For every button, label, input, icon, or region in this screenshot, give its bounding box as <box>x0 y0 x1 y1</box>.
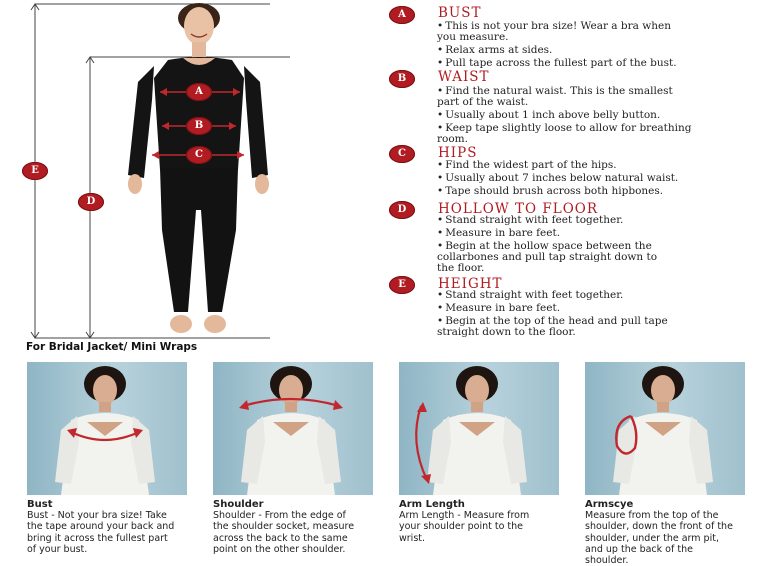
section-line: • Relax arms at sides. <box>437 45 737 56</box>
card-title: Shoulder <box>213 499 264 510</box>
card-text: point on the other shoulder. <box>213 543 346 555</box>
photo-bust <box>27 362 187 495</box>
section-title-bust: BUST <box>438 5 482 21</box>
card-text: Arm Length - Measure from <box>399 510 530 522</box>
card-text: bring it across the fullest part <box>27 532 168 544</box>
section-line: • Tape should brush across both hipbones. <box>437 186 737 197</box>
card-title: Armscye <box>585 499 634 510</box>
card-title: Bust <box>27 499 53 510</box>
section-badge-e: E <box>389 276 415 294</box>
card-text: of your bust. <box>27 543 88 555</box>
section-line: • Usually about 1 inch above belly button. <box>437 110 737 121</box>
section-body-height <box>437 290 737 340</box>
measurement-figure <box>0 0 290 345</box>
section-badge-c: C <box>389 145 415 163</box>
section-line: • Measure in bare feet. <box>437 228 737 239</box>
card-text: the tape around your back and <box>27 521 175 533</box>
section-line: • Find the natural waist. This is the smallest <box>437 86 737 97</box>
card-shoulder <box>213 499 385 555</box>
section-line: room. <box>437 133 468 146</box>
section-badge-b: B <box>389 70 415 88</box>
card-bust <box>27 499 199 555</box>
section-line: the floor. <box>437 262 485 275</box>
section-line: • Measure in bare feet. <box>437 303 737 314</box>
card-text: shoulder, under the arm pit, <box>585 532 719 544</box>
badge-c: C <box>186 146 212 164</box>
photo-arm-length <box>399 362 559 495</box>
photo-armscye <box>585 362 745 495</box>
section-line: • This is not your bra size! Wear a bra when <box>437 21 737 32</box>
model-figure <box>128 3 269 333</box>
section-body-hollow-to-floor <box>437 215 737 276</box>
card-text: and up the back of the <box>585 543 693 555</box>
card-text: shoulder, down the front of the <box>585 521 733 533</box>
card-text: Measure from the top of the <box>585 510 719 522</box>
section-title-hips: HIPS <box>438 145 478 161</box>
card-text: Shoulder - From the edge of <box>213 510 346 522</box>
card-text: the shoulder socket, measure <box>213 521 355 533</box>
section-title-waist: WAIST <box>438 69 490 85</box>
section-line: • Begin at the top of the head and pull tape <box>437 316 737 327</box>
card-arm-length <box>399 499 571 544</box>
card-armscye <box>585 499 775 566</box>
section-line: you measure. <box>437 31 509 44</box>
section-line: • Pull tape across the fullest part of the bust. <box>437 58 737 69</box>
badge-e: E <box>22 162 48 180</box>
section-body-hips <box>437 160 737 199</box>
section-title-hollow-to-floor: HOLLOW TO FLOOR <box>438 201 598 217</box>
badge-a: A <box>186 83 212 101</box>
card-text: across the back to the same <box>213 532 348 544</box>
section-line: collarbones and pull tap straight down to <box>437 251 658 264</box>
section-title-height: HEIGHT <box>438 276 503 292</box>
section-line: • Stand straight with feet together. <box>437 290 737 301</box>
card-text: shoulder. <box>585 555 629 566</box>
section-line: • Usually about 7 inches below natural waist. <box>437 173 737 184</box>
section-badge-d: D <box>389 201 415 219</box>
bridal-jacket-heading: For Bridal Jacket/ Mini Wraps <box>26 341 198 353</box>
card-text: your shoulder point to the <box>399 521 524 533</box>
section-line: part of the waist. <box>437 96 529 109</box>
badge-b: B <box>186 117 212 135</box>
section-line: • Find the widest part of the hips. <box>437 160 737 171</box>
section-line: • Begin at the hollow space between the <box>437 241 737 252</box>
section-line: straight down to the floor. <box>437 326 576 339</box>
section-line: • Keep tape slightly loose to allow for breathing <box>437 123 737 134</box>
photo-shoulder <box>213 362 373 495</box>
card-text: Bust - Not your bra size! Take <box>27 510 167 522</box>
section-badge-a: A <box>389 6 415 24</box>
card-title: Arm Length <box>399 499 465 510</box>
section-body-bust <box>437 21 737 71</box>
card-text: wrist. <box>399 532 426 544</box>
section-line: • Stand straight with feet together. <box>437 215 737 226</box>
badge-d: D <box>78 193 104 211</box>
section-body-waist <box>437 86 737 147</box>
